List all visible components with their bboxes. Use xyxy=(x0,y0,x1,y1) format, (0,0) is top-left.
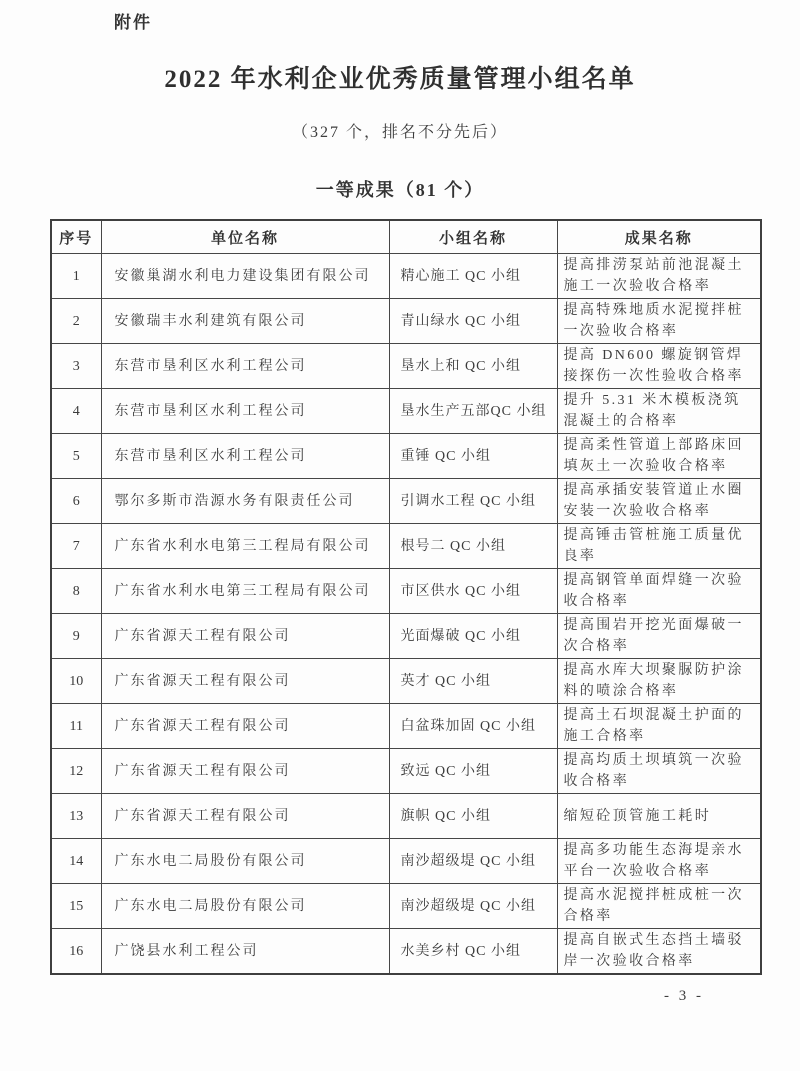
row-unit-name: 安徽瑞丰水利建筑有限公司 xyxy=(101,299,389,344)
row-result-name: 提高多功能生态海堤亲水平台一次验收合格率 xyxy=(557,839,761,884)
header-group-name: 小组名称 xyxy=(389,220,557,254)
row-unit-name: 广东水电二局股份有限公司 xyxy=(101,884,389,929)
row-result-name: 提高水泥搅拌桩成桩一次合格率 xyxy=(557,884,761,929)
row-unit-name: 鄂尔多斯市浩源水务有限责任公司 xyxy=(101,479,389,524)
row-result-name: 提高特殊地质水泥搅拌桩一次验收合格率 xyxy=(557,299,761,344)
table-row xyxy=(51,839,761,884)
header-serial-number: 序号 xyxy=(51,220,101,254)
row-group-name: 垦水生产五部QC 小组 xyxy=(389,389,557,434)
row-group-name: 英才 QC 小组 xyxy=(389,659,557,704)
row-result-name: 提高承插安装管道止水圈安装一次验收合格率 xyxy=(557,479,761,524)
table-row xyxy=(51,614,761,659)
header-unit-name: 单位名称 xyxy=(101,220,389,254)
row-unit-name: 东营市垦利区水利工程公司 xyxy=(101,434,389,479)
row-result-name: 缩短砼顶管施工耗时 xyxy=(557,794,761,839)
table-row xyxy=(51,794,761,839)
row-group-name: 垦水上和 QC 小组 xyxy=(389,344,557,389)
row-group-name: 市区供水 QC 小组 xyxy=(389,569,557,614)
row-serial-number: 2 xyxy=(51,299,101,344)
row-unit-name: 东营市垦利区水利工程公司 xyxy=(101,344,389,389)
row-group-name: 致远 QC 小组 xyxy=(389,749,557,794)
row-serial-number: 3 xyxy=(51,344,101,389)
table-row xyxy=(51,254,761,299)
table-row xyxy=(51,704,761,749)
row-unit-name: 广饶县水利工程公司 xyxy=(101,929,389,975)
row-result-name: 提高自嵌式生态挡土墙驳岸一次验收合格率 xyxy=(557,929,761,975)
row-group-name: 南沙超级堤 QC 小组 xyxy=(389,884,557,929)
row-result-name: 提高锤击管桩施工质量优良率 xyxy=(557,524,761,569)
row-result-name: 提高排涝泵站前池混凝土施工一次验收合格率 xyxy=(557,254,761,299)
table-row xyxy=(51,389,761,434)
row-serial-number: 9 xyxy=(51,614,101,659)
row-serial-number: 6 xyxy=(51,479,101,524)
row-serial-number: 14 xyxy=(51,839,101,884)
row-unit-name: 广东省源天工程有限公司 xyxy=(101,749,389,794)
header-result-name: 成果名称 xyxy=(557,220,761,254)
row-unit-name: 安徽巢湖水利电力建设集团有限公司 xyxy=(101,254,389,299)
table-row xyxy=(51,479,761,524)
table-row xyxy=(51,524,761,569)
row-group-name: 引调水工程 QC 小组 xyxy=(389,479,557,524)
table-header-row xyxy=(51,220,761,254)
row-serial-number: 8 xyxy=(51,569,101,614)
row-serial-number: 4 xyxy=(51,389,101,434)
row-unit-name: 东营市垦利区水利工程公司 xyxy=(101,389,389,434)
row-unit-name: 广东省水利水电第三工程局有限公司 xyxy=(101,569,389,614)
row-group-name: 重锤 QC 小组 xyxy=(389,434,557,479)
row-serial-number: 11 xyxy=(51,704,101,749)
row-result-name: 提高土石坝混凝土护面的施工合格率 xyxy=(557,704,761,749)
document-title: 2022 年水利企业优秀质量管理小组名单 xyxy=(164,66,636,93)
row-result-name: 提高柔性管道上部路床回填灰土一次验收合格率 xyxy=(557,434,761,479)
row-group-name: 水美乡村 QC 小组 xyxy=(389,929,557,975)
table-row xyxy=(51,884,761,929)
table-row xyxy=(51,659,761,704)
row-serial-number: 15 xyxy=(51,884,101,929)
table-row xyxy=(51,434,761,479)
row-group-name: 南沙超级堤 QC 小组 xyxy=(389,839,557,884)
row-serial-number: 7 xyxy=(51,524,101,569)
table-row xyxy=(51,749,761,794)
row-group-name: 精心施工 QC 小组 xyxy=(389,254,557,299)
row-serial-number: 12 xyxy=(51,749,101,794)
table-row xyxy=(51,569,761,614)
row-result-name: 提升 5.31 米木模板浇筑混凝土的合格率 xyxy=(557,389,761,434)
row-group-name: 光面爆破 QC 小组 xyxy=(389,614,557,659)
row-group-name: 白盆珠加固 QC 小组 xyxy=(389,704,557,749)
row-unit-name: 广东水电二局股份有限公司 xyxy=(101,839,389,884)
row-unit-name: 广东省源天工程有限公司 xyxy=(101,659,389,704)
row-serial-number: 13 xyxy=(51,794,101,839)
row-result-name: 提高围岩开挖光面爆破一次合格率 xyxy=(557,614,761,659)
page-number: - 3 - xyxy=(664,988,704,1004)
row-serial-number: 16 xyxy=(51,929,101,975)
section-heading: 一等成果（81 个） xyxy=(315,180,485,200)
row-result-name: 提高钢管单面焊缝一次验收合格率 xyxy=(557,569,761,614)
document-subtitle: （327 个，排名不分先后） xyxy=(291,124,508,141)
row-group-name: 根号二 QC 小组 xyxy=(389,524,557,569)
row-result-name: 提高水库大坝聚脲防护涂料的喷涂合格率 xyxy=(557,659,761,704)
table-row xyxy=(51,929,761,975)
row-serial-number: 1 xyxy=(51,254,101,299)
attachment-label: 附件 xyxy=(114,13,152,32)
row-serial-number: 5 xyxy=(51,434,101,479)
row-group-name: 青山绿水 QC 小组 xyxy=(389,299,557,344)
row-result-name: 提高均质土坝填筑一次验收合格率 xyxy=(557,749,761,794)
table-row xyxy=(51,344,761,389)
table-row xyxy=(51,299,761,344)
row-unit-name: 广东省源天工程有限公司 xyxy=(101,614,389,659)
row-unit-name: 广东省水利水电第三工程局有限公司 xyxy=(101,524,389,569)
row-serial-number: 10 xyxy=(51,659,101,704)
row-group-name: 旗帜 QC 小组 xyxy=(389,794,557,839)
table-body xyxy=(51,254,761,975)
row-unit-name: 广东省源天工程有限公司 xyxy=(101,794,389,839)
row-result-name: 提高 DN600 螺旋钢管焊接探伤一次性验收合格率 xyxy=(557,344,761,389)
row-unit-name: 广东省源天工程有限公司 xyxy=(101,704,389,749)
results-table xyxy=(50,219,762,975)
